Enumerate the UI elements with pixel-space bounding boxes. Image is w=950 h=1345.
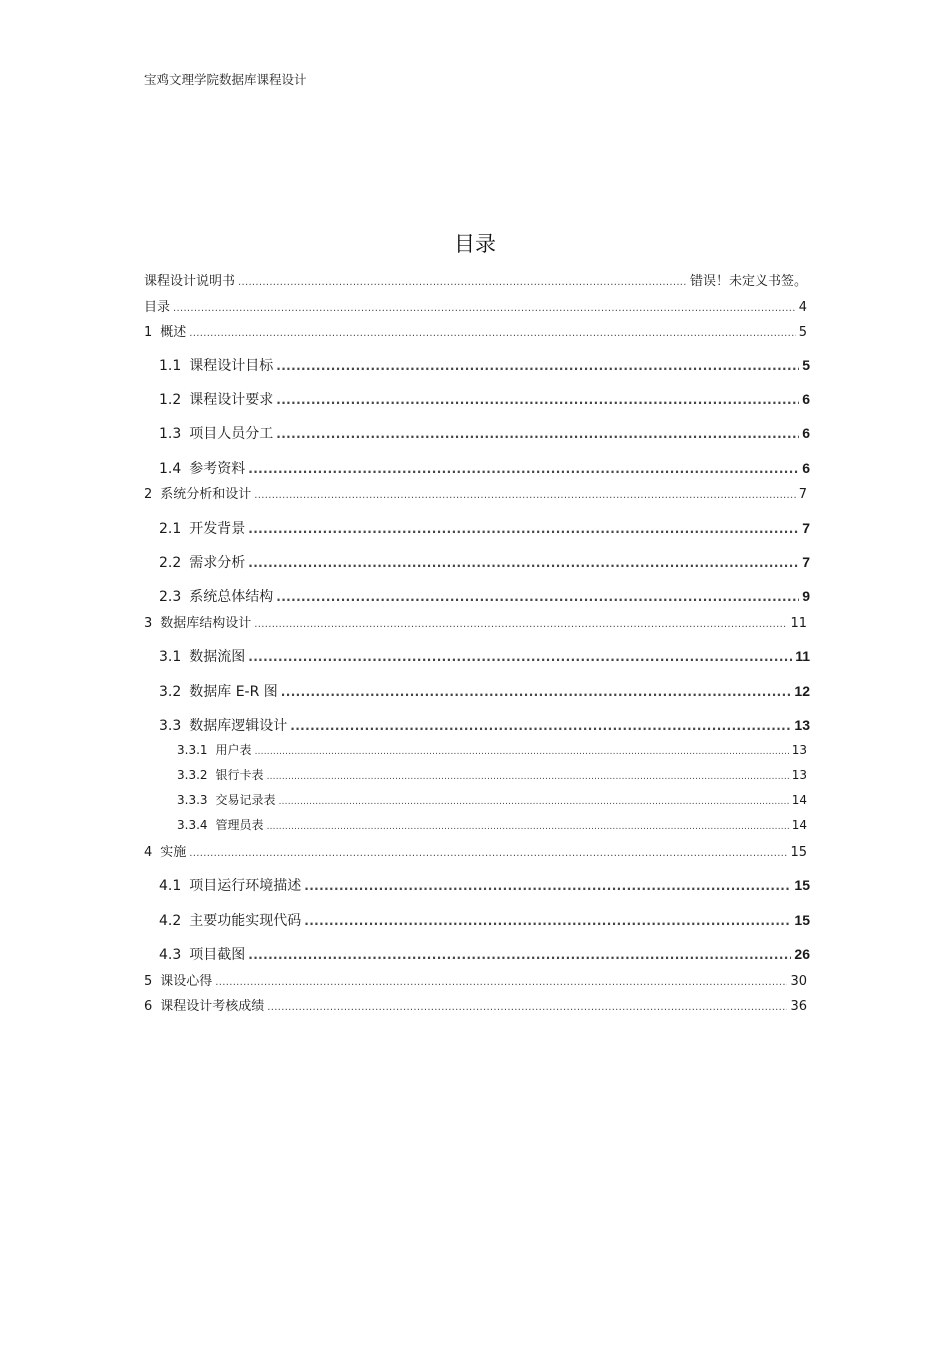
toc-entry-number: 1 — [144, 325, 153, 340]
toc-entry-number: 1.2 — [159, 392, 182, 408]
toc-entry-page: 错误！未定义书签。 — [689, 274, 807, 289]
toc-entry-label — [177, 741, 252, 758]
toc-title: 目录 — [454, 232, 496, 256]
toc-entry-label — [177, 766, 264, 783]
toc-entry-page: 11 — [790, 616, 807, 631]
toc-entry-text: 管理员表 — [215, 818, 264, 832]
toc-entry-page: 15 — [790, 845, 807, 860]
toc-entry-label — [177, 791, 276, 808]
toc-entry-text: 课程设计考核成绩 — [160, 999, 265, 1014]
toc-entry[interactable] — [177, 766, 807, 783]
toc-entry-label — [159, 355, 273, 375]
toc-entry-page: 4 — [798, 300, 807, 315]
toc-leader-dots — [281, 685, 792, 699]
toc-entry-text: 数据库 E-R 图 — [189, 684, 278, 700]
toc-leader-dots — [267, 1002, 787, 1013]
toc-entry-page: 5 — [798, 325, 807, 340]
toc-entry-text: 课程设计说明书 — [144, 274, 236, 289]
toc-entry-text: 银行卡表 — [215, 768, 264, 782]
toc-leader-dots — [290, 719, 791, 733]
toc-leader-dots — [248, 462, 799, 476]
toc-leader-dots — [254, 619, 787, 630]
toc-entry-number: 1.3 — [159, 426, 182, 442]
toc-leader-dots — [238, 277, 687, 288]
toc-entry-page: 13 — [794, 717, 810, 733]
toc-entry[interactable] — [144, 995, 807, 1014]
toc-entry-text: 课程设计目标 — [189, 358, 274, 374]
toc-entry-page: 26 — [794, 946, 810, 962]
toc-entry-label — [159, 423, 273, 443]
toc-entry-page: 7 — [802, 520, 810, 536]
toc-leader-dots — [276, 427, 799, 441]
toc-leader-dots — [173, 303, 796, 314]
toc-leader-dots — [248, 556, 799, 570]
toc-entry-text: 项目截图 — [189, 947, 246, 963]
toc-entry-text: 目录 — [144, 300, 171, 315]
toc-entry-text: 实施 — [160, 845, 187, 860]
toc-entry-page: 15 — [794, 877, 810, 893]
toc-entry-text: 课设心得 — [160, 974, 213, 989]
toc-entry-label — [159, 681, 278, 701]
toc-entry[interactable] — [159, 681, 810, 701]
toc-entry-text: 项目人员分工 — [189, 426, 274, 442]
toc-entry-text: 系统分析和设计 — [160, 487, 252, 502]
toc-entry[interactable] — [144, 841, 807, 860]
toc-entry[interactable] — [159, 423, 810, 443]
toc-leader-dots — [189, 848, 787, 859]
toc-entry[interactable] — [144, 483, 807, 502]
toc-entry-text: 系统总体结构 — [189, 589, 274, 605]
toc-entry-label — [159, 875, 301, 895]
toc-entry[interactable] — [159, 586, 810, 606]
toc-entry-number: 4 — [144, 845, 153, 860]
toc-entry[interactable] — [159, 875, 810, 895]
toc-entry-label — [144, 995, 264, 1014]
toc-entry-number: 6 — [144, 999, 153, 1014]
toc-entry-number: 3.2 — [159, 684, 182, 700]
toc-entry-text: 交易记录表 — [215, 793, 276, 807]
toc-entry-number: 3.3.3 — [177, 793, 208, 807]
toc-entry-page: 15 — [794, 912, 810, 928]
toc-leader-dots — [255, 747, 789, 757]
toc-entry-text: 概述 — [160, 325, 187, 340]
toc-entry-number: 2.1 — [159, 521, 182, 537]
toc-entry[interactable] — [159, 552, 810, 572]
toc-entry-page: 7 — [802, 554, 810, 570]
toc-leader-dots — [254, 490, 795, 501]
toc-entry-label — [144, 270, 235, 289]
toc-entry-number: 1.1 — [159, 358, 182, 374]
toc-entry-page: 6 — [802, 391, 810, 407]
toc-entry-page: 9 — [802, 588, 810, 604]
toc-entry-number: 2.3 — [159, 589, 182, 605]
toc-entry-text: 数据库逻辑设计 — [189, 718, 288, 734]
toc-entry-page: 12 — [794, 683, 810, 699]
toc-leader-dots — [189, 328, 795, 339]
toc-entry-page: 14 — [791, 793, 807, 807]
toc-entry-label — [144, 296, 170, 315]
toc-leader-dots — [248, 948, 791, 962]
toc-entry-text: 数据流图 — [189, 649, 246, 665]
toc-entry[interactable] — [159, 355, 810, 375]
toc-entry-page: 6 — [802, 460, 810, 476]
toc-entry[interactable] — [159, 389, 810, 409]
toc-leader-dots — [279, 797, 789, 807]
toc-entry-label — [144, 483, 251, 502]
toc-entry-number: 4.2 — [159, 913, 182, 929]
toc-entry-text: 项目运行环境描述 — [189, 878, 302, 894]
toc-entry-number: 3 — [144, 616, 153, 631]
toc-entry-label — [144, 970, 212, 989]
toc-entry-text: 参考资料 — [189, 461, 246, 477]
toc-entry[interactable] — [159, 944, 810, 964]
toc-entry-label — [159, 389, 273, 409]
toc-entry[interactable] — [159, 646, 810, 666]
toc-entry-label — [159, 910, 301, 930]
toc-entry[interactable] — [144, 321, 807, 340]
toc-entry[interactable] — [144, 612, 807, 631]
toc-entry-label — [159, 944, 245, 964]
toc-leader-dots — [248, 522, 799, 536]
toc-entry-number: 4.3 — [159, 947, 182, 963]
toc-entry-label — [159, 586, 273, 606]
toc-entry[interactable] — [177, 816, 807, 833]
toc-leader-dots — [215, 977, 787, 988]
toc-entry-number: 5 — [144, 974, 153, 989]
toc-entry-number: 3.1 — [159, 649, 182, 665]
toc-entry-text: 课程设计要求 — [189, 392, 274, 408]
toc-leader-dots — [267, 822, 789, 832]
toc-leader-dots — [248, 650, 792, 664]
toc-entry-number: 3.3 — [159, 718, 182, 734]
toc-entry-label — [144, 841, 186, 860]
toc-entry-number: 3.3.2 — [177, 768, 208, 782]
toc-leader-dots — [304, 914, 791, 928]
toc-entry-label — [159, 715, 287, 735]
toc-entry-page: 11 — [795, 648, 810, 664]
toc-entry-page: 5 — [802, 357, 810, 373]
toc-entry-label — [159, 458, 245, 478]
toc-leader-dots — [276, 359, 799, 373]
toc-entry-label — [159, 518, 245, 538]
toc-entry-label — [177, 816, 264, 833]
toc-entry[interactable] — [159, 518, 810, 538]
toc-entry-number: 2.2 — [159, 555, 182, 571]
toc-entry-page: 13 — [791, 743, 807, 757]
toc-entry-text: 开发背景 — [189, 521, 246, 537]
toc-entry-text: 数据库结构设计 — [160, 616, 252, 631]
toc-entry-page: 13 — [791, 768, 807, 782]
toc-entry[interactable] — [144, 970, 807, 989]
toc-entry-text: 主要功能实现代码 — [189, 913, 302, 929]
toc-entry-label — [159, 646, 245, 666]
toc-entry-number: 2 — [144, 487, 153, 502]
toc-entry-text: 需求分析 — [189, 555, 246, 571]
toc-entry[interactable] — [144, 296, 807, 315]
toc-entry-text: 用户表 — [215, 743, 252, 757]
toc-entry-page: 14 — [791, 818, 807, 832]
toc-entry[interactable] — [177, 791, 807, 808]
toc-entry[interactable] — [177, 741, 807, 758]
toc-entry[interactable] — [159, 715, 810, 735]
toc-entry-label — [144, 321, 186, 340]
toc-entry-number: 4.1 — [159, 878, 182, 894]
toc-entry-label — [159, 552, 245, 572]
toc-leader-dots — [267, 772, 789, 782]
toc-entry[interactable] — [144, 270, 807, 289]
toc-leader-dots — [276, 590, 799, 604]
toc-entry-number: 1.4 — [159, 461, 182, 477]
toc-entry-page: 36 — [790, 999, 807, 1014]
toc-entry-page: 7 — [798, 487, 807, 502]
toc-entry-number: 3.3.4 — [177, 818, 208, 832]
toc-entry-number: 3.3.1 — [177, 743, 208, 757]
toc-leader-dots — [276, 393, 799, 407]
toc-entry-page: 30 — [790, 974, 807, 989]
page-header: 宝鸡文理学院数据库课程设计 — [144, 72, 307, 87]
toc-entry-page: 6 — [802, 425, 810, 441]
toc-entry[interactable] — [159, 458, 810, 478]
toc-entry[interactable] — [159, 910, 810, 930]
toc-leader-dots — [304, 879, 791, 893]
toc-entry-label — [144, 612, 251, 631]
